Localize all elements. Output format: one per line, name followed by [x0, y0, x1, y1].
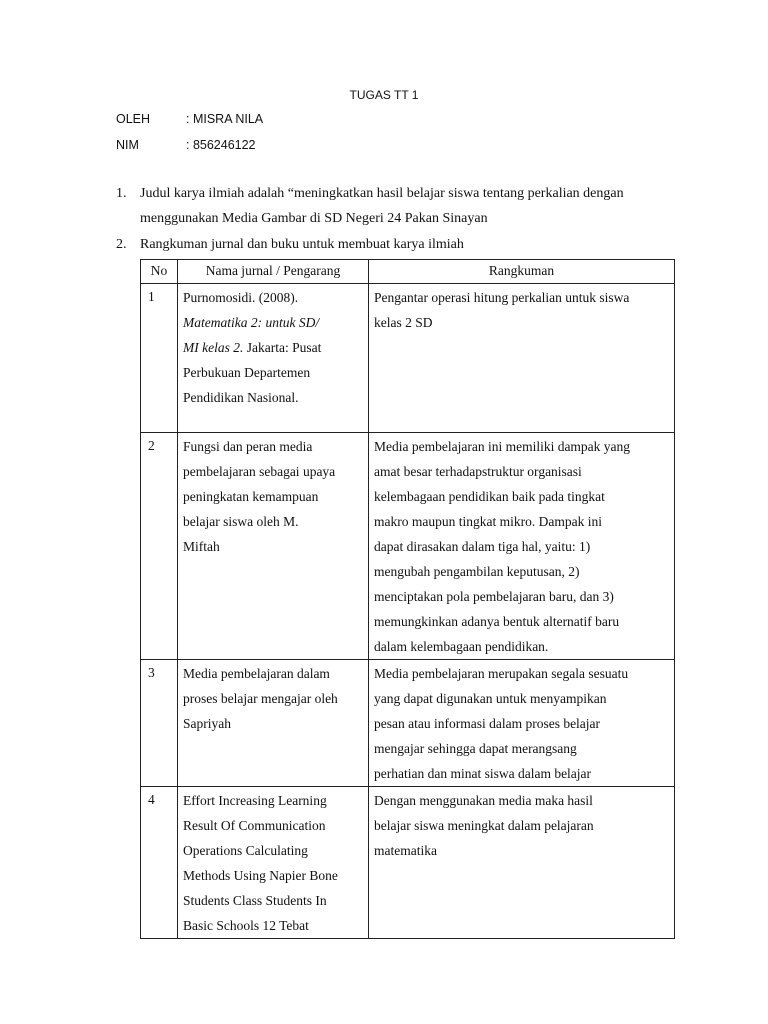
summary-line: memungkinkan adanya bentuk alternatif baru: [374, 614, 620, 629]
item-text-line: Rangkuman jurnal dan buku untuk membuat karya ilmiah: [140, 237, 464, 252]
journal-line: Perbukuan Departemen: [183, 365, 311, 380]
journal-line: Media pembelajaran dalam: [183, 666, 330, 681]
summary-line: kelas 2 SD: [374, 315, 433, 330]
journal-line: belajar siswa oleh M.: [183, 514, 299, 529]
summary-cell: [369, 284, 675, 433]
journal-cell: [178, 660, 369, 787]
journal-line: Students Class Students In: [183, 893, 327, 908]
journal-line: pembelajaran sebagai upaya: [183, 464, 336, 479]
header-no: No: [141, 260, 178, 284]
summary-line: mengubah pengambilan keputusan, 2): [374, 564, 580, 579]
journal-line: Fungsi dan peran media: [183, 439, 313, 454]
journal-line: Pendidikan Nasional.: [183, 390, 299, 405]
journal-line: Methods Using Napier Bone: [183, 868, 338, 883]
row-number: 2: [141, 433, 178, 660]
summary-line: Pengantar operasi hitung perkalian untuk siswa: [374, 290, 630, 305]
summary-line: Media pembelajaran ini memiliki dampak yang: [374, 439, 631, 454]
journal-line: Operations Calculating: [183, 843, 308, 858]
journal-line: peningkatan kemampuan: [183, 489, 319, 504]
journal-cell: [178, 433, 369, 660]
table-row: [141, 660, 675, 787]
item-number: 2.: [116, 237, 127, 252]
author-row: [116, 112, 263, 126]
header-summary: Rangkuman: [369, 260, 675, 284]
item-number: 1.: [116, 186, 127, 201]
journal-line: proses belajar mengajar oleh: [183, 691, 338, 706]
summary-line: perhatian dan minat siswa dalam belajar: [374, 766, 592, 781]
journal-line: Sapriyah: [183, 716, 231, 731]
summary-cell: [369, 660, 675, 787]
journal-line: Result Of Communication: [183, 818, 326, 833]
summary-line: pesan atau informasi dalam proses belajar: [374, 716, 601, 731]
journal-line: Miftah: [183, 539, 220, 554]
summary-line: Dengan menggunakan media maka hasil: [374, 793, 593, 808]
row-number: 4: [141, 787, 178, 939]
author-value: : MISRA NILA: [186, 112, 264, 126]
journal-line: [183, 335, 363, 360]
table-row: [141, 787, 675, 939]
summary-line: yang dapat digunakan untuk menyampikan: [374, 691, 607, 706]
journal-line-rest: Jakarta: Pusat: [243, 340, 322, 355]
item-text-line: menggunakan Media Gambar di SD Negeri 24 Pakan Sinayan: [140, 211, 488, 226]
journal-cell: [178, 284, 369, 433]
summary-cell: [369, 433, 675, 660]
journal-line: Effort Increasing Learning: [183, 793, 327, 808]
summary-line: Media pembelajaran merupakan segala sesuatu: [374, 666, 629, 681]
summary-line: mengajar sehingga dapat merangsang: [374, 741, 577, 756]
summary-line: amat besar terhadapstruktur organisasi: [374, 464, 582, 479]
page-title: TUGAS TT 1: [349, 88, 419, 102]
summary-cell: [369, 787, 675, 939]
item-text-line: Judul karya ilmiah adalah “meningkatkan hasil belajar siswa tentang perkalian dengan: [140, 186, 624, 201]
header-journal: Nama jurnal / Pengarang: [178, 260, 369, 284]
summary-line: dalam kelembagaan pendidikan.: [374, 639, 549, 654]
nim-value: : 856246122: [186, 138, 256, 152]
journal-line: Matematika 2: untuk SD/: [183, 315, 320, 330]
journal-summary-table: [140, 259, 675, 939]
summary-line: makro maupun tingkat mikro. Dampak ini: [374, 514, 602, 529]
summary-line: menciptakan pola pembelajaran baru, dan 3): [374, 589, 614, 604]
journal-line-italic: MI kelas 2.: [183, 340, 244, 355]
row-number: 3: [141, 660, 178, 787]
journal-cell: [178, 787, 369, 939]
summary-line: kelembagaan pendidikan baik pada tingkat: [374, 489, 605, 504]
journal-line: Basic Schools 12 Tebat: [183, 918, 309, 933]
summary-line: matematika: [374, 843, 437, 858]
table-row: [141, 284, 675, 433]
row-number: 1: [141, 284, 178, 433]
table-header-row: [141, 260, 675, 284]
table-row: [141, 433, 675, 660]
nim-label: NIM: [116, 138, 139, 152]
journal-line: Purnomosidi. (2008).: [183, 290, 299, 305]
author-label: OLEH: [116, 112, 151, 126]
summary-line: dapat dirasakan dalam tiga hal, yaitu: 1): [374, 539, 591, 554]
summary-line: belajar siswa meningkat dalam pelajaran: [374, 818, 594, 833]
nim-row: [116, 138, 256, 152]
